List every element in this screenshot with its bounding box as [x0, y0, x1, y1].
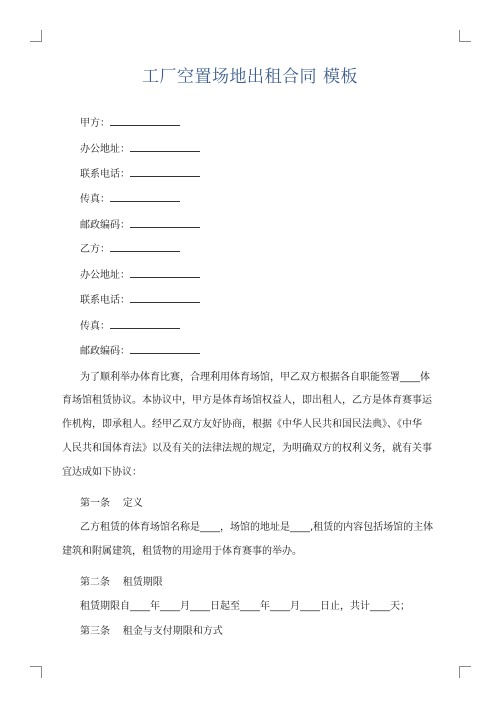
field-label: 邮政编码： — [80, 346, 130, 357]
field-label: 办公地址： — [80, 270, 130, 281]
field-label: 传真： — [80, 194, 110, 205]
party-a-postcode-field — [80, 216, 200, 233]
crop-mark-bottom-left — [30, 666, 42, 678]
party-a-phone-field — [80, 165, 200, 182]
field-label: 乙方： — [80, 244, 110, 255]
fill-blank — [130, 291, 200, 303]
fill-blank — [110, 114, 180, 126]
preamble-line: 育场馆租赁协议。本协议中，甲方是体育场馆权益人，即出租人，乙方是体育赛事运 — [62, 395, 432, 406]
article-1-line: 建筑和附属建筑，租赁物的用途用于体育赛事的举办。 — [62, 546, 302, 557]
fill-blank — [110, 190, 180, 202]
party-b-phone-field — [80, 291, 200, 308]
party-a-address-field — [80, 140, 200, 157]
field-label: 甲方： — [80, 118, 110, 129]
field-label: 邮政编码： — [80, 220, 130, 231]
party-a-fax-field — [80, 190, 180, 207]
preamble-line: 宜达成如下协议： — [62, 467, 142, 478]
article-1-line: 乙方租赁的体育场馆名称是____，场馆的地址是____,租赁的内容包括场馆的主体 — [80, 522, 434, 533]
field-label: 传真： — [80, 321, 110, 332]
article-2-line: 租赁期限自____年____月____日起至____年____月____日止，共计____天； — [80, 601, 410, 612]
fill-blank — [130, 140, 200, 152]
fill-blank — [130, 165, 200, 177]
document-title: 工厂空置场地出租合同 模板 — [142, 67, 358, 87]
party-b-fax-field — [80, 317, 180, 334]
article-3-heading: 第三条 租金与支付期限和方式 — [80, 626, 223, 637]
article-1-heading: 第一条 定义 — [80, 498, 143, 509]
preamble-line: 作机构，即承租人。经甲乙双方友好协商，根据《中华人民共和国民法典》、《中华 — [62, 419, 422, 430]
crop-mark-bottom-right — [459, 666, 471, 678]
party-a-name-field — [80, 114, 180, 131]
preamble-line: 人民共和国体育法》以及有关的法律法规的规定，为明确双方的权利义务，就有关事 — [62, 443, 432, 454]
fill-blank — [110, 317, 180, 329]
fill-blank — [130, 342, 200, 354]
party-b-name-field — [80, 240, 180, 257]
party-b-postcode-field — [80, 342, 200, 359]
fill-blank — [110, 240, 180, 252]
field-label: 办公地址： — [80, 144, 130, 155]
fill-blank — [130, 266, 200, 278]
field-label: 联系电话： — [80, 169, 130, 180]
field-label: 联系电话： — [80, 295, 130, 306]
party-b-address-field — [80, 266, 200, 283]
crop-mark-top-left — [30, 30, 42, 42]
fill-blank — [130, 216, 200, 228]
article-2-heading: 第二条 租赁期限 — [80, 577, 163, 588]
crop-mark-top-right — [459, 30, 471, 42]
preamble-line: 为了顺利举办体育比赛，合理利用体育场馆，甲乙双方根据各自职能签署____体 — [80, 372, 430, 383]
